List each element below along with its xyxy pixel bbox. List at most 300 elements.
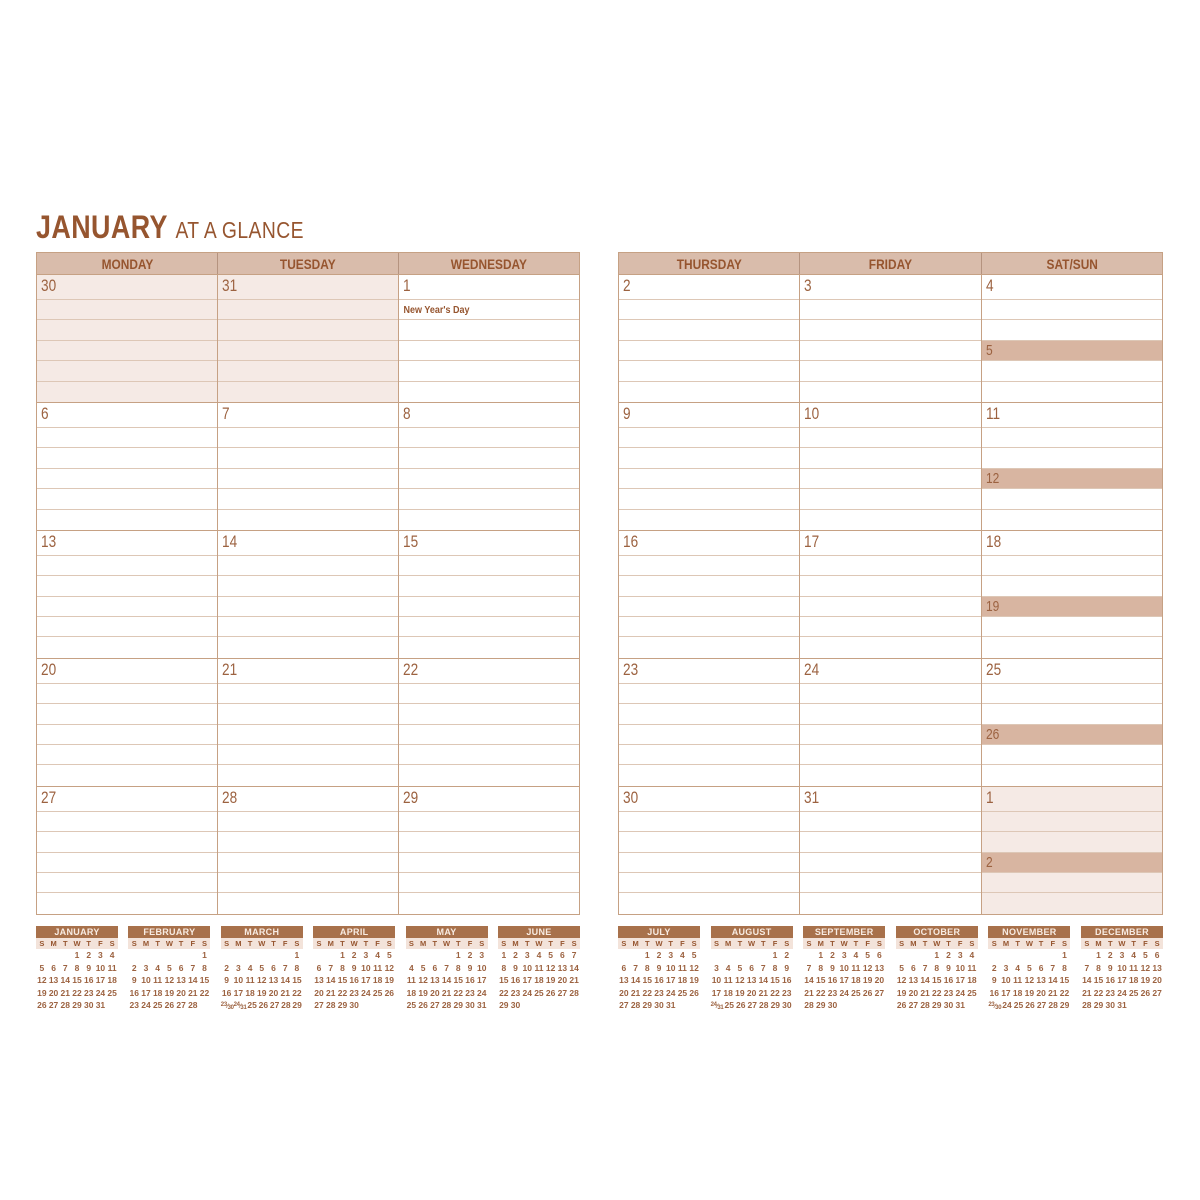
weekday-letter: T xyxy=(644,939,650,948)
weekday-letter: S xyxy=(991,939,997,948)
mini-calendar-weekday-row xyxy=(803,938,885,949)
sunday-band xyxy=(982,725,1162,745)
mini-calendar-day xyxy=(1047,949,1059,962)
mini-calendar-day: 1 xyxy=(934,950,940,960)
mini-calendar-day: 25 xyxy=(1013,1000,1024,1011)
mini-calendar xyxy=(803,926,885,1012)
mini-calendar-day: 10 xyxy=(1001,975,1011,986)
mini-calendar-day: 5 xyxy=(691,950,697,960)
mini-calendar-day: 7 xyxy=(282,962,288,973)
weekday-letter: W xyxy=(165,939,173,948)
mini-calendar-day: 9 xyxy=(1107,962,1113,973)
mini-calendar-day: 13 xyxy=(557,962,568,973)
date-number: 19 xyxy=(985,597,1000,615)
mini-calendar-month-label: NOVEMBER xyxy=(988,926,1070,938)
mini-calendar-day: 24 xyxy=(361,987,371,998)
mini-calendar-day: 14 xyxy=(569,962,579,973)
mini-calendar-day: 21 xyxy=(758,987,769,998)
date-row xyxy=(399,403,579,428)
mini-calendar-day: 26 xyxy=(384,987,395,998)
mini-calendar-day xyxy=(677,999,689,1012)
day-cell xyxy=(37,275,217,402)
mini-calendar-week xyxy=(1081,987,1163,1000)
mini-calendar-day xyxy=(187,949,199,962)
ruled-line xyxy=(37,745,217,765)
mini-calendar-day: 9 xyxy=(224,975,229,986)
mini-calendar-day: 3 xyxy=(524,950,530,960)
mini-calendar-day xyxy=(557,999,569,1012)
mini-calendar-day: 19 xyxy=(418,987,428,998)
mini-calendar-day: 18 xyxy=(534,975,544,986)
mini-calendar-day xyxy=(1081,949,1093,962)
mini-calendar-day: 18 xyxy=(372,975,383,986)
mini-calendar-weekday-row xyxy=(896,938,978,949)
mini-calendar-strip-right xyxy=(618,926,1163,1012)
mini-calendar xyxy=(36,926,118,1012)
weekday-letter: T xyxy=(548,939,553,948)
ruled-line xyxy=(399,704,579,724)
mini-calendar-day: 25 xyxy=(677,987,688,998)
mini-calendar-weekday-row xyxy=(128,938,210,949)
mini-calendar-day: 27 xyxy=(557,987,568,998)
mini-calendar-weekday-row xyxy=(618,938,700,949)
ruled-line xyxy=(982,745,1162,765)
mini-calendar-day: 26 xyxy=(418,1000,428,1011)
mini-calendar-day: 12 xyxy=(1140,962,1151,973)
mini-calendar xyxy=(128,926,210,1012)
day-cell xyxy=(398,787,579,914)
date-number: 24 xyxy=(804,659,820,679)
mini-calendar-day: 26 xyxy=(164,1000,175,1011)
mini-calendar-day: 27 xyxy=(269,1000,280,1011)
weekday-header xyxy=(981,253,1162,274)
weekday-letter: T xyxy=(1015,939,1020,948)
mini-calendar-day: 18 xyxy=(723,987,733,998)
mini-calendar-day: 13 xyxy=(430,975,440,986)
ruled-line xyxy=(800,853,980,873)
ruled-line xyxy=(619,469,799,489)
mini-calendar-day: 27 xyxy=(908,1000,919,1011)
mini-calendar-day: 12 xyxy=(689,962,699,973)
ruled-line xyxy=(218,556,398,576)
date-number: 18 xyxy=(985,531,1001,551)
mini-calendar-day: 20 xyxy=(557,975,568,986)
mini-calendar-day: 14 xyxy=(441,975,452,986)
date-number: 11 xyxy=(985,403,1000,423)
date-number: 1 xyxy=(403,276,411,295)
day-cell xyxy=(398,659,579,786)
mini-calendar-day: 6 xyxy=(621,962,627,973)
ruled-line xyxy=(800,893,980,913)
mini-calendar-week xyxy=(988,987,1070,1000)
mini-calendar-day: 8 xyxy=(340,962,345,973)
day-cell xyxy=(37,531,217,658)
ruled-line xyxy=(37,684,217,704)
mini-calendar-day xyxy=(1012,949,1024,962)
ruled-line xyxy=(619,745,799,765)
mini-calendar-week xyxy=(803,974,885,987)
mini-calendar-day: 14 xyxy=(758,975,769,986)
weekday-letter: M xyxy=(910,939,917,948)
mini-calendar xyxy=(618,926,700,1012)
date-row xyxy=(399,659,579,684)
mini-calendar-day: 15 xyxy=(337,975,348,986)
ruled-line xyxy=(982,576,1162,596)
mini-calendar-day xyxy=(688,999,700,1012)
mini-calendar-day: 24 xyxy=(476,987,487,998)
date-row xyxy=(982,659,1162,684)
mini-calendar-day: 9 xyxy=(86,962,92,973)
mini-calendar-day: 23 xyxy=(83,987,94,998)
mini-calendar-day: 1 xyxy=(74,950,80,960)
mini-calendar-week xyxy=(896,974,978,987)
mini-calendar-day: 18 xyxy=(1128,975,1139,986)
mini-calendar-week xyxy=(498,949,580,962)
mini-calendar-day: 19 xyxy=(164,987,175,998)
mini-calendar-day: 19 xyxy=(545,975,556,986)
mini-calendar-day: 11 xyxy=(723,975,733,986)
mini-calendar-day: 24 xyxy=(141,1000,151,1011)
mini-calendar-day xyxy=(1140,999,1152,1012)
mini-calendar-week xyxy=(313,974,395,987)
mini-calendar-day xyxy=(256,949,268,962)
mini-calendar-day: 14 xyxy=(920,975,930,986)
date-number: 2 xyxy=(985,853,993,871)
ruled-line xyxy=(37,725,217,745)
mini-calendar-day: 9 xyxy=(656,962,662,973)
mini-calendar-day: 19 xyxy=(862,975,873,986)
ruled-line xyxy=(218,832,398,852)
ruled-line xyxy=(399,812,579,832)
ruled-line xyxy=(982,617,1162,637)
mini-calendar-day: 24⁄31 xyxy=(710,1002,724,1012)
mini-calendar-day: 7 xyxy=(760,962,766,973)
ruled-line xyxy=(37,617,217,637)
mini-calendar-day: 5 xyxy=(1143,950,1148,960)
mini-calendar-day: 23 xyxy=(943,987,954,998)
mini-calendar-day: 7 xyxy=(571,950,577,960)
mini-calendar-day: 1 xyxy=(644,950,650,960)
date-row xyxy=(800,531,980,556)
date-row xyxy=(37,787,217,812)
mini-calendar-week xyxy=(221,949,303,962)
mini-calendar-day: 26 xyxy=(862,987,873,998)
mini-calendar-day: 4 xyxy=(1131,950,1137,960)
mini-calendar-day: 23 xyxy=(782,987,792,998)
mini-calendar-day xyxy=(630,949,642,962)
ruled-line xyxy=(399,725,579,745)
mini-calendar-day xyxy=(232,949,244,962)
mini-calendar-day: 5 xyxy=(1027,962,1032,973)
date-row xyxy=(982,787,1162,812)
ruled-line xyxy=(37,428,217,448)
mini-calendar-day: 9 xyxy=(991,975,997,986)
mini-calendar-day: 4 xyxy=(409,962,414,973)
mini-calendar-day: 31 xyxy=(955,1000,965,1011)
mini-calendar-day: 18 xyxy=(152,987,163,998)
weekday-letter: F xyxy=(957,939,963,948)
mini-calendar-day: 15 xyxy=(932,975,942,986)
mini-calendar-day: 12 xyxy=(1024,975,1035,986)
mini-calendar-day: 27 xyxy=(314,1000,324,1011)
mini-calendar-week xyxy=(36,962,118,975)
mini-calendar-day: 26 xyxy=(545,987,556,998)
mini-calendar-week xyxy=(1081,949,1163,962)
weekday-letter: M xyxy=(420,939,427,948)
mini-calendar-day: 8 xyxy=(1062,962,1067,973)
mini-calendar-week xyxy=(803,962,885,975)
date-row xyxy=(37,275,217,300)
ruled-line xyxy=(399,382,579,402)
mini-calendar-week xyxy=(36,987,118,1000)
mini-calendar-month-label: JULY xyxy=(618,926,700,938)
mini-calendar-day: 4 xyxy=(969,950,975,960)
mini-calendar-day xyxy=(907,949,919,962)
mini-calendar-day: 28 xyxy=(569,987,579,998)
day-cell xyxy=(37,787,217,914)
mini-calendar-day: 9 xyxy=(830,962,835,973)
ruled-line xyxy=(218,617,398,637)
mini-calendar-day: 22 xyxy=(642,987,653,998)
weekday-letter: S xyxy=(806,939,812,948)
weekday-letter: T xyxy=(853,939,859,948)
mini-calendar-day: 13 xyxy=(176,975,186,986)
ruled-line xyxy=(37,556,217,576)
mini-calendar-week xyxy=(618,962,700,975)
date-row xyxy=(619,787,799,812)
mini-calendar-day: 24⁄31 xyxy=(233,1002,247,1012)
ruled-line xyxy=(982,765,1162,785)
ruled-line xyxy=(800,745,980,765)
weekday-letter: W xyxy=(443,939,451,948)
mini-calendar-day: 14 xyxy=(280,975,290,986)
mini-calendar-day: 29 xyxy=(499,1000,509,1011)
weekday-letter: S xyxy=(202,939,208,948)
mini-calendar-day: 31 xyxy=(1117,1000,1127,1011)
ruled-line xyxy=(800,556,980,576)
mini-calendar-week xyxy=(618,999,700,1012)
mini-calendar-week xyxy=(711,949,793,962)
mini-calendar-day: 13 xyxy=(1152,962,1162,973)
ruled-line xyxy=(800,704,980,724)
weekday-letter: F xyxy=(560,939,565,948)
mini-calendar-week xyxy=(498,962,580,975)
date-number: 5 xyxy=(985,341,993,359)
date-number: 25 xyxy=(985,659,1001,679)
mini-calendar-day: 30 xyxy=(83,1000,94,1011)
ruled-line xyxy=(619,556,799,576)
date-row xyxy=(619,659,799,684)
mini-calendar-day xyxy=(919,949,931,962)
ruled-line xyxy=(800,597,980,617)
mini-calendar-day xyxy=(873,999,885,1012)
weekday-header xyxy=(799,253,980,274)
weekday-letter: F xyxy=(98,939,103,948)
mini-calendar-day: 6 xyxy=(432,962,438,973)
ruled-line xyxy=(37,510,217,530)
sunday-band xyxy=(982,597,1162,617)
mini-calendar-day: 30 xyxy=(349,1000,359,1011)
mini-calendar-day: 12 xyxy=(164,975,175,986)
weekday-letter: M xyxy=(1002,939,1010,948)
mini-calendar-day: 23 xyxy=(827,987,838,998)
mini-calendar-day: 22 xyxy=(932,987,942,998)
mini-calendar-day: 26 xyxy=(736,1000,746,1011)
mini-calendar-month-label: OCTOBER xyxy=(896,926,978,938)
mini-calendar-day: 21 xyxy=(569,975,579,986)
weekday-header-label: THURSDAY xyxy=(676,256,742,272)
mini-calendar-day: 29 xyxy=(1093,1000,1104,1011)
mini-calendar-day: 29 xyxy=(816,1000,826,1011)
mini-calendar-day: 10 xyxy=(1117,962,1127,973)
mini-calendar-day: 9 xyxy=(784,962,790,973)
mini-calendar xyxy=(406,926,488,1012)
mini-calendar-day: 21 xyxy=(60,987,71,998)
date-row xyxy=(37,659,217,684)
mini-calendar-day: 9 xyxy=(467,962,473,973)
date-row xyxy=(619,531,799,556)
date-row xyxy=(619,275,799,300)
mini-calendar-day: 28 xyxy=(1082,1000,1092,1011)
mini-calendar-day: 20 xyxy=(48,987,59,998)
mini-calendar-day: 8 xyxy=(501,962,507,973)
mini-calendar-day: 20 xyxy=(1036,987,1046,998)
mini-calendar-day: 6 xyxy=(1038,962,1044,973)
mini-calendar-day: 4 xyxy=(109,950,115,960)
date-number: 13 xyxy=(41,531,57,551)
mini-calendar-day: 15 xyxy=(199,975,210,986)
mini-calendar-day: 1 xyxy=(772,950,778,960)
mini-calendar-day: 12 xyxy=(37,975,47,986)
mini-calendar-day: 14 xyxy=(1048,975,1058,986)
mini-calendar-day: 6 xyxy=(316,962,322,973)
ruled-line xyxy=(218,812,398,832)
ruled-line xyxy=(218,637,398,657)
mini-calendar-day: 21 xyxy=(804,987,814,998)
mini-calendar-day: 16 xyxy=(221,987,232,998)
date-row xyxy=(218,659,398,684)
mini-calendar-day: 14 xyxy=(1082,975,1092,986)
mini-calendar-week xyxy=(36,949,118,962)
ruled-line xyxy=(800,489,980,509)
mini-calendar-week xyxy=(618,987,700,1000)
date-row xyxy=(37,403,217,428)
mini-calendar-day: 12 xyxy=(896,975,907,986)
weekday-letter: M xyxy=(1095,939,1102,948)
mini-calendar-day: 10 xyxy=(95,962,106,973)
mini-calendar-day: 20 xyxy=(268,987,279,998)
week-grid-right-page xyxy=(618,252,1163,915)
mini-calendar-day: 16 xyxy=(782,975,792,986)
mini-calendar xyxy=(313,926,395,1012)
mini-calendar-day xyxy=(734,949,746,962)
mini-calendar-day xyxy=(545,999,557,1012)
ruled-line xyxy=(399,893,579,913)
mini-calendar-day xyxy=(406,949,418,962)
mini-calendar-weekday-row xyxy=(988,938,1070,949)
weekday-letter: S xyxy=(316,939,322,948)
date-row xyxy=(800,403,980,428)
mini-calendar-day: 23⁄30 xyxy=(988,1002,1002,1012)
mini-calendar-day: 11 xyxy=(851,962,861,973)
ruled-line xyxy=(218,684,398,704)
mini-calendar-month-label: SEPTEMBER xyxy=(803,926,885,938)
mini-calendar-day: 5 xyxy=(548,950,554,960)
ruled-line xyxy=(982,556,1162,576)
ruled-line xyxy=(619,428,799,448)
weekday-letter: T xyxy=(737,939,743,948)
week-row xyxy=(37,530,579,658)
ruled-line xyxy=(982,382,1162,402)
mini-calendar-day: 29 xyxy=(770,1000,781,1011)
mini-calendar-day: 29 xyxy=(453,1000,463,1011)
weekday-letter: T xyxy=(363,939,369,948)
mini-calendar-day: 10 xyxy=(141,975,151,986)
mini-calendar-day: 7 xyxy=(190,962,196,973)
week-row xyxy=(619,275,1162,402)
ruled-line xyxy=(399,832,579,852)
mini-calendar-week xyxy=(128,999,210,1012)
mini-calendar-day: 28 xyxy=(1048,1000,1058,1011)
mini-calendar-day xyxy=(279,949,291,962)
mini-calendar-day: 28 xyxy=(630,1000,641,1011)
date-row xyxy=(399,531,579,556)
mini-calendar-day: 27 xyxy=(430,1000,440,1011)
mini-calendar-day: 30 xyxy=(827,1000,838,1011)
mini-calendar-day: 8 xyxy=(1096,962,1101,973)
ruled-line xyxy=(800,576,980,596)
day-cell xyxy=(619,531,799,658)
mini-calendar-day: 30 xyxy=(782,1000,792,1011)
day-cell xyxy=(799,275,980,402)
ruled-line xyxy=(800,448,980,468)
date-number: 21 xyxy=(222,659,238,679)
weekday-letter: W xyxy=(258,939,266,948)
ruled-line xyxy=(619,704,799,724)
mini-calendar xyxy=(498,926,580,1012)
mini-calendar-day xyxy=(746,949,758,962)
weekday-letter: T xyxy=(1038,939,1044,948)
mini-calendar-day: 28 xyxy=(326,1000,336,1011)
mini-calendar-day: 22 xyxy=(72,987,82,998)
mini-calendar-day: 7 xyxy=(328,962,334,973)
mini-calendar-day xyxy=(268,949,280,962)
weekday-letter: S xyxy=(691,939,697,948)
mini-calendar-day xyxy=(360,999,372,1012)
mini-calendar-day: 22 xyxy=(199,987,210,998)
mini-calendar-day: 20 xyxy=(908,987,919,998)
mini-calendar-week xyxy=(406,949,488,962)
mini-calendar-week xyxy=(221,962,303,975)
day-cell xyxy=(799,403,980,530)
mini-calendar-day xyxy=(128,949,140,962)
mini-calendar-day: 20 xyxy=(619,987,629,998)
mini-calendar-day: 22 xyxy=(1093,987,1104,998)
date-number: 9 xyxy=(623,403,631,423)
ruled-line xyxy=(399,617,579,637)
ruled-line xyxy=(37,320,217,340)
mini-calendar-day: 13 xyxy=(48,975,59,986)
mini-calendar-day: 29 xyxy=(642,1000,653,1011)
date-number: 2 xyxy=(623,276,631,295)
mini-calendar-day: 25 xyxy=(247,1000,257,1011)
mini-calendar-day: 25 xyxy=(152,1000,163,1011)
title-month: JANUARY xyxy=(36,209,168,245)
mini-calendar-day: 16 xyxy=(654,975,664,986)
mini-calendar-week xyxy=(406,974,488,987)
mini-calendar-day: 6 xyxy=(560,950,565,960)
mini-calendar-day: 29 xyxy=(72,1000,82,1011)
